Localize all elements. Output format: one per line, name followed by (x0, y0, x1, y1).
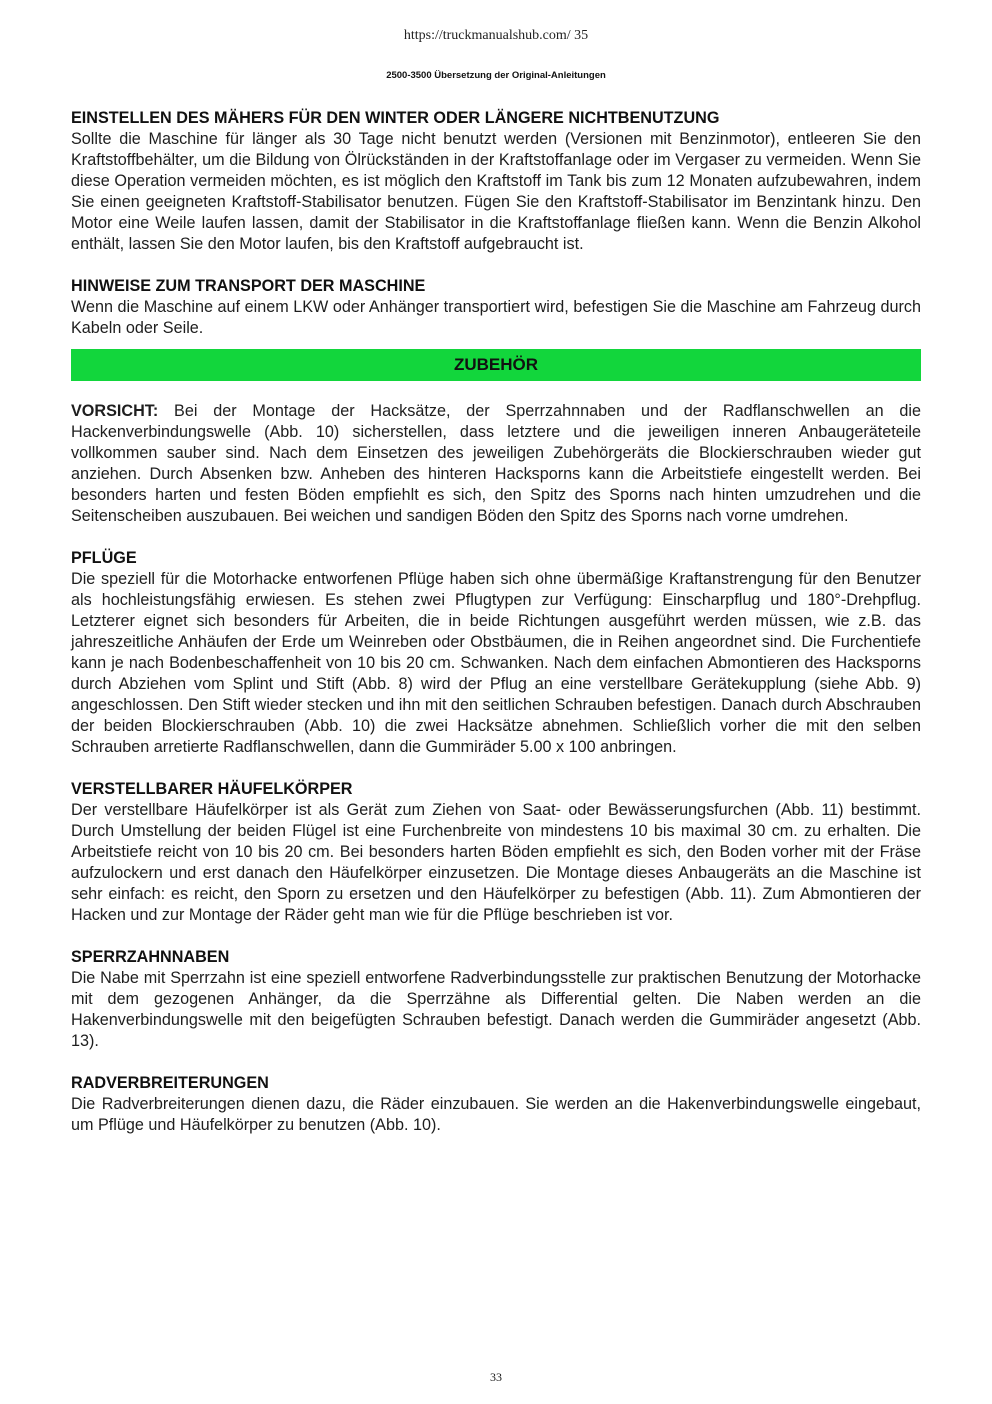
section-paragraph: Die Radverbreiterungen dienen dazu, die Räder einzubauen. Sie werden an die Hakenverbindungswelle eingebaut, um Pflüge und Häufelkörper zu benutzen (Abb. 10). (71, 1095, 921, 1134)
caution-label: VORSICHT: (71, 402, 159, 420)
page-number: 33 (490, 1370, 502, 1384)
section-heading: HINWEISE ZUM TRANSPORT DER MASCHINE (71, 277, 426, 295)
section-ridger (71, 779, 921, 926)
accessories-banner: ZUBEHÖR (71, 349, 921, 381)
section-heading: PFLÜGE (71, 549, 137, 567)
section-heading: SPERRZAHNNABEN (71, 948, 230, 966)
caution-note (71, 401, 921, 527)
section-heading: EINSTELLEN DES MÄHERS FÜR DEN WINTER ODER LÄNGERE NICHTBENUTZUNG (71, 109, 720, 127)
section-paragraph: Der verstellbare Häufelkörper ist als Gerät zum Ziehen von Saat- oder Bewässerungsfurchen (Abb. 11) bestimmt. Durch Umstellung der beiden Flügel ist eine Furchenbreite von mindestens 10 bis maximal 30 cm. zu erhalten. Die Arbeitstiefe reicht von 10 bis 20 cm. Bei besonders harten Böden empfiehlt es sich, den Boden vorher mit der Fräse aufzulockern und erst danach den Häufelkörper einzusetzen. Die Montage dieses Anbaugeräts an die Maschine ist sehr einfach: es reicht, den Sporn zu ersetzen und den Häufelkörper zu befestigen (Abb. 11). Zum Abmontieren der Hacken und zur Montage der Räder geht man wie für die Pflüge beschrieben ist vor. (71, 801, 921, 924)
section-paragraph: Wenn die Maschine auf einem LKW oder Anhänger transportiert wird, befestigen Sie die Maschine am Fahrzeug durch Kabeln oder Seile. (71, 298, 921, 337)
section-ratchet-hubs (71, 947, 921, 1052)
caution-text: Bei der Montage der Hacksätze, der Sperrzahnnaben und der Radflanschwellen an die Hackenverbindungswelle (Abb. 10) sicherstellen, dass letztere und die jeweiligen inneren Anbaugeräteteile vollkommen sauber sind. Nach dem Einsetzen des jeweiligen Zubehörgeräts die Blockierschrauben wieder gut anziehen. Durch Absenken bzw. Anheben des hinteren Hacksporns kann die Arbeitstiefe eingestellt werden. Bei besonders harten und festen Böden empfiehlt es sich, den Spitz des Sporns nach hinten umzudrehen und die Seitenscheiben auszubauen. Bei weichen und sandigen Böden den Spitz des Sporns nach vorne umdrehen. (71, 402, 921, 525)
section-paragraph: Die speziell für die Motorhacke entworfenen Pflüge haben sich ohne übermäßige Kraftanstrengung für den Benutzer als hochleistungsfähig erwiesen. Es stehen zwei Pflugtypen zur Verfügung: Einscharpflug und 180°-Drehpflug. Letzterer eignet sich besonders für Arbeiten, die in beide Richtungen ausgeführt werden müssen, wie z.B. das jahreszeitliche Anhäufen der Erde um Weinreben oder Obstbäumen, die in Reihen angeordnet sind. Die Furchentiefe kann je nach Bodenbeschaffenheit von 10 bis 20 cm. Schwanken. Nach dem einfachen Abmontieren des Hacksporns durch Abziehen vom Splint und Stift (Abb. 8) wird der Pflug an eine verstellbare Gerätekupplung (siehe Abb. 9) angeschlossen. Den Stift wieder stecken und ihn mit den seitlichen Schrauben befestigen. Danach durch Abschrauben der beiden Blockierschrauben (Abb. 10) die zwei Hacksätze abnehmen. Schließlich vorher die mit den selben Schrauben arretierte Radflanschwellen, dann die Gummiräder 5.00 x 100 anbringen. (71, 570, 921, 756)
page-content (71, 108, 921, 1136)
section-winter-storage (71, 108, 921, 255)
section-paragraph: Sollte die Maschine für länger als 30 Tage nicht benutzt werden (Versionen mit Benzinmotor), entleeren Sie den Kraftstoffbehälter, um die Bildung von Ölrückständen in der Kraftstoffanlage oder im Vergaser zu vermeiden. Wenn Sie diese Operation vermeiden möchten, es ist möglich den Kraftstoff im Tank bis zum 12 Monaten aufzubewahren, indem Sie einen geeigneten Kraftstoff-Stabilisator benutzen. Fügen Sie den Kraftstoff-Stabilisator im Benzintank hinzu. Den Motor eine Weile laufen lassen, damit der Stabilisator in die Kraftstoffanlage fließen kann. Wenn die Benzin Alkohol enthält, lassen Sie den Motor laufen, bis den Kraftstoff aufgebraucht ist. (71, 130, 921, 253)
section-ploughs (71, 548, 921, 758)
source-url: https://truckmanualshub.com/ 35 (403, 28, 589, 43)
section-wheel-extensions (71, 1073, 921, 1136)
section-heading: VERSTELLBARER HÄUFELKÖRPER (71, 780, 353, 798)
section-paragraph: Die Nabe mit Sperrzahn ist eine speziell entworfene Radverbindungsstelle zur praktischen Benutzung der Motorhacke mit dem gezogenen Anhänger, da die Sperrzähne als Differential gelten. Die Naben werden an die Hakenverbindungswelle mit den beigefügten Schrauben befestigt. Danach werden die Gummiräder angesetzt (Abb. 13). (71, 969, 921, 1050)
caution-paragraph (71, 401, 921, 527)
section-heading: RADVERBREITERUNGEN (71, 1074, 269, 1092)
section-transport (71, 276, 921, 339)
document-subtitle: 2500-3500 Übersetzung der Original-Anleitungen (386, 70, 606, 81)
